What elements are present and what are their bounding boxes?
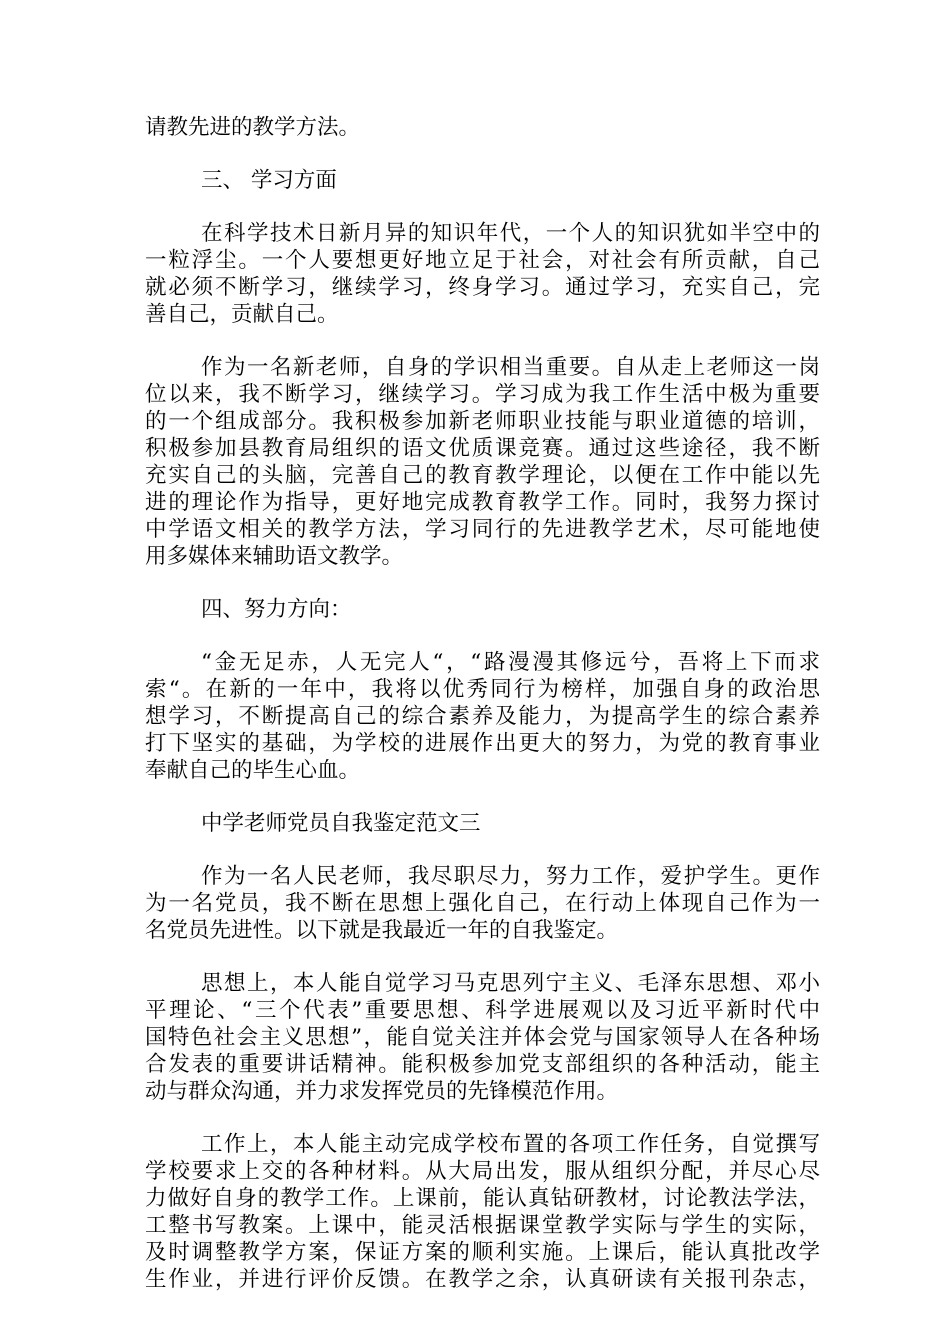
paragraph <box>145 354 820 570</box>
section-heading-3: 三、 学习方面 <box>201 168 337 193</box>
essay-title: 中学老师党员自我鉴定范文三 <box>201 811 481 836</box>
text-line: 力做好自身的教学工作。上课前，能认真钻研教材，讨论教法学法， <box>145 1186 820 1211</box>
paragraph <box>145 863 820 944</box>
text-line: 工整书写教案。上课中，能灵活根据课堂教学实际与学生的实际， <box>145 1213 820 1238</box>
text-line: 积极参加县教育局组织的语文优质课竞赛。通过这些途径，我不断 <box>145 436 820 461</box>
text-line: 在科学技术日新月异的知识年代，一个人的知识犹如半空中的 <box>201 221 820 246</box>
paragraph <box>145 970 820 1105</box>
paragraph <box>145 1131 820 1293</box>
text-line: 学校要求上交的各种材料。从大局出发，服从组织分配，并尽心尽 <box>145 1159 820 1184</box>
text-line: 平理论、“三个代表”重要思想、科学进展观以及习近平新时代中 <box>145 998 820 1023</box>
paragraph <box>145 649 820 784</box>
text-line: 打下坚实的基础，为学校的进展作出更大的努力，为党的教育事业 <box>145 731 820 756</box>
text-line: 索“。在新的一年中，我将以优秀同行为榜样，加强自身的政治思 <box>145 677 820 702</box>
text-line: 作为一名人民老师，我尽职尽力，努力工作，爱护学生。更作 <box>201 864 820 889</box>
text-line: 国特色社会主义思想”，能自觉关注并体会党与国家领导人在各种场 <box>145 1025 820 1050</box>
text-line: 奉献自己的毕生心血。 <box>145 758 361 783</box>
text-line: 名党员先进性。以下就是我最近一年的自我鉴定。 <box>145 918 619 943</box>
text-line: 请教先进的教学方法。 <box>145 115 361 140</box>
text-line: 思想上，本人能自觉学习马克思列宁主义、毛泽东思想、邓小 <box>201 971 820 996</box>
text-line: 的一个组成部分。我积极参加新老师职业技能与职业道德的培训， <box>145 409 820 434</box>
text-line: 工作上，本人能主动完成学校布置的各项工作任务，自觉撰写 <box>201 1132 820 1157</box>
text-line: 动与群众沟通，并力求发挥党员的先锋模范作用。 <box>145 1079 619 1104</box>
text-line: 就必须不断学习，继续学习，终身学习。通过学习，充实自己，完 <box>145 275 820 300</box>
text-line: 想学习，不断提高自己的综合素养及能力，为提高学生的综合素养 <box>145 704 820 729</box>
document-page <box>145 114 820 1319</box>
text-line: 合发表的重要讲话精神。能积极参加党支部组织的各种活动，能主 <box>145 1052 820 1077</box>
text-line: 中学语文相关的教学方法，学习同行的先进教学艺术，尽可能地使 <box>145 517 820 542</box>
text-line: 作为一名新老师，自身的学识相当重要。自从走上老师这一岗 <box>201 355 820 380</box>
text-line: 位以来，我不断学习，继续学习。学习成为我工作生活中极为重要 <box>145 382 820 407</box>
paragraph-continuation <box>145 114 820 141</box>
text-line: 一粒浮尘。一个人要想更好地立足于社会，对社会有所贡献，自己 <box>145 248 820 273</box>
text-line: 充实自己的头脑，完善自己的教育教学理论，以便在工作中能以先 <box>145 463 820 488</box>
text-line: 为一名党员，我不断在思想上强化自己，在行动上体现自己作为一 <box>145 891 820 916</box>
text-line: 善自己，贡献自己。 <box>145 302 339 327</box>
paragraph <box>145 220 820 328</box>
section-heading-4: 四、努力方向： <box>201 597 352 622</box>
text-line: 用多媒体来辅助语文教学。 <box>145 544 404 569</box>
text-line: 及时调整教学方案，保证方案的顺利实施。上课后，能认真批改学 <box>145 1240 820 1265</box>
text-line: 生作业，并进行评价反馈。在教学之余，认真研读有关报刊杂志， <box>145 1267 820 1292</box>
text-line: 进的理论作为指导，更好地完成教育教学工作。同时，我努力探讨 <box>145 490 820 515</box>
text-line: “金无足赤，人无完人“，“路漫漫其修远兮，吾将上下而求 <box>201 650 820 675</box>
